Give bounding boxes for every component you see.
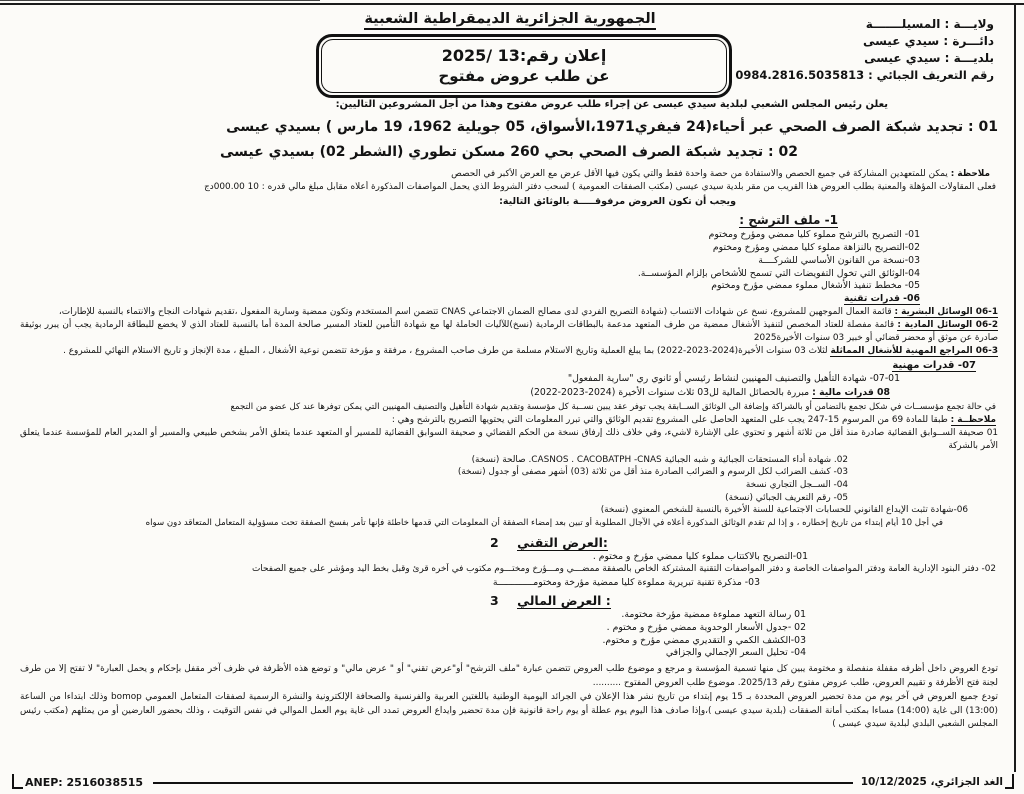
decree-note-line (20, 414, 998, 428)
candidacy-file-heading (20, 211, 998, 229)
technical-offer-number: 2 (490, 534, 499, 550)
financial-capacities-label: 08 قدرات مالية : (812, 387, 890, 399)
note-line-1-text: يمكن للمتعهدين المشاركة في جميع الحصص والاستفادة من حصة واحدة فقط والتي يكون فيها الأقل عرض مع العرض الأكبر في الحصص (451, 169, 948, 179)
tax-id-copy-line: 05- رقم التعريف الجبائي (نسخة) (725, 492, 848, 503)
project-2-line: 02 : تجديد شبكة الصرف الصحي بحي 260 مسكن تطوري (الشطر 02) بسيدي عيسى (220, 144, 798, 160)
note-label: ملاحظة : (950, 169, 990, 179)
commercial-register-line: 04- الســجل التجاري نسخة (745, 480, 848, 491)
anep-number: ANEP: 2516038515 (25, 776, 144, 789)
decree-note-text: طبقا للمادة 69 من المرسوم 15-247 يجب على المتعهد الحاصل على المشروع تقديم الوثائق والتي تبرر المعلومات التي يحتويها التصريح بالترشح وهي : (391, 414, 948, 425)
material-resources-label: 06-2 الوسائل المادية : (897, 319, 999, 330)
announcement-subject: عن طلب عروض مفتوح (438, 67, 610, 85)
material-resources-line (20, 319, 998, 345)
submission-paragraph: تودع جميع العروض في آخر يوم من مدة تحضير العروض المحددة بـ 15 يوم إبتداء من تاريخ نشر هذا الإعلان في الجرائد اليومية الوطنية باللغتين العربية والفرنسية والصحافة الإلكترونية والنشرة الرسمية لصفقات المتعامل العمومي bomop وذلك ابتداءا من الساعة (13:00) الى غاية (14:00) مساءا بمكتب أمانة الصفقات (بلدية سيدي عيسى )،وإذا صادف هذا اليوم يوم عطلة أو يوم راحة قانونية فإن مدة تحضير وايداع العروض تمدد الى غاية يوم العمل الموالي في نفس التوقيت ، وذلك بحضور العارضين أو من يمثلهم (مكتب رئيس المجلس الشعبي البلدي لبلدية سيدي عيسى ) (20, 691, 999, 730)
candidacy-item-2: 02-التصريح بالنزاهة مملوء كليا ممضي ومؤرخ ومختوم (712, 242, 920, 254)
financial-offer-item-2: 02 -جدول الأسعار الوحدوية ممضي مؤرخ و مختوم . (606, 622, 806, 634)
footer-right-corner (1005, 774, 1014, 789)
daira-line: دائـــرة : سيدي عيسى (862, 34, 994, 48)
technical-capacities-heading (20, 293, 998, 306)
judicial-record-line: 01 صحيفة الســوابق القضائية صادرة منذ أقل من ثلاثة أشهر و تحتوي على الإشارة لاشيء، وفي خلاف ذلك إرفاق نسخة من الحكم القضائي و صحيفة السوابق القضائية للمسير أو المتعهد عندما يتعلق الأمر بشخص طبيعي والمسير أو المدير العام للمؤسسة عندما يتعلق الأمر بالشركة (20, 428, 998, 452)
page-border-right (1014, 3, 1016, 772)
footer-left-corner (12, 774, 23, 789)
decree-note-label: ملاحظــة : (950, 414, 996, 425)
human-resources-text: قائمة العمال الموجهين للمشروع، نسخ عن شهادات الانتساب (شهادة التصريح الفردي لدى مصالح الضمان الاجتماعي CNAS تتضمن اسم المستخدم وتكون ممضية وسارية المفعول ،تقديم شهادات النجاح والانتماء بالنسبة للإطارات، (58, 306, 892, 317)
commune-line: بلديـــة : سيدي عيسى (864, 51, 994, 65)
note-line-3: ويجب أن تكون العروض مرفوقـــــة بالوثائق التالية: (499, 196, 736, 208)
material-resources-text: قائمة مفصلة للعتاد المخصص لتنفيذ الأشغال ممضية من طرف المتعهد مدعمة بالبطاقات الرمادية (نسخ)للآليات الحاملة لها مع شهادة التأمين للعتاد المسير صالحة المدة أما بالنسبة للعتاد الذي لا يخضع للبطاقة الرمادية يجب أن يبرر بوثيقة صادرة عن موثق أو محضر قضائي أو خبير 03 سنوات الأخيرة2025 (20, 319, 998, 344)
note-line-2: فعلى المقاولات المؤهلة والمعنية بطلب العروض هذا القريب من مقر بلدية سيدي عيسى (مكتب الصفقات العمومية ) لسحب دفتر الشروط الذي يحمل المواصفات المذكورة أعلاه مقابل مبلغ مالي قدره : 10 000.00دج (204, 182, 996, 193)
envelopes-paragraph: تودع العروض داخل أظرفه مقفلة منفصلة و مختومة يبين كل منها تسمية المؤسسة و مرجع و موضوع طلب العروض تتضمن عبارة "ملف الترشح" أو"عرض تقني" أو " عرض مالي" و توضع هذه الأظرفة في ظرف آخر مقفل بإحكام و يحمل العبارة" لا تفتح إلا من طرف لجنة فتح الأظرفة و تقييم العروض، طلب عروض مفتوح رقم 2025/13. موضوع طلب العروض المفتوح .......... (20, 664, 998, 688)
human-resources-label: 06-1 الوسائل البشرية : (894, 306, 998, 317)
technical-offer-item-1: 01-التصريح بالاكتتاب مملوء كليا ممضي مؤرخ و مختوم . (592, 550, 808, 562)
technical-offer-item-3: 03- مذكرة تقنية تبريرية مملوءة كليا ممضية مؤرخة ومختومـــــــــــــة (492, 576, 760, 588)
republic-title-text: الجمهورية الجزائرية الديمقراطية الشعبية (364, 11, 655, 30)
authority-block (735, 16, 994, 84)
tax-statement-line: 03- كشف الضرائب لكل الرسوم و الضرائب الصادرة منذ أقل من ثلاثة (03) أشهر مصفى أو جدول (نسخة) (457, 467, 848, 478)
financial-offer-item-4: 04- تحليل السعر الإجمالي والجزافي (665, 647, 806, 659)
financial-offer-item-3: 03-الكشف الكمي و التقديري ممضي مؤرخ و مختوم. (602, 634, 806, 646)
technical-offer-heading-text: العرض التقني: (517, 534, 608, 550)
professional-references-line (20, 345, 998, 358)
page-border-top-thin (0, 0, 320, 1)
professional-capacities-heading-text: 07- قدرات مهنية (892, 360, 976, 372)
accounts-deposit-line: 06-شهادة تثبت الإيداع القانوني للحسابات الاجتماعية للسنة الأخيرة بالنسبة للشخص المعنوي (نسخة) (600, 505, 968, 516)
announcement-box (316, 34, 732, 98)
tax-clearance-line: 02. شهادة أداء المستحقات الجبائية و شبه الجبائية CASNOS . CACOBATPH -CNAS. صالحة (نسخة) (471, 454, 848, 465)
page-border-top (0, 3, 1024, 5)
candidacy-item-4: 04-الوثائق التي تخول التفويضات التي تسمح للأشخاص بإلزام المؤسســة. (637, 267, 920, 279)
candidacy-item-3: 03-نسخة من القانون الأساسي للشركــــة (758, 254, 920, 266)
candidacy-item-1: 01- التصريح بالترشح مملوء كليا ممضي ومؤرخ ومختوم (708, 229, 920, 241)
financial-offer-item-1: 01 رسالة التعهد مملوءة ممضية مؤرخة مختومة. (621, 609, 806, 621)
tax-id-line: رقم التعريف الجبائي : 0984.2816.5035813 (735, 68, 994, 82)
journal-date: الغد الجزائري، 10/12/2025 (860, 776, 1003, 788)
technical-capacities-heading-text: 06- قدرات تقنية (843, 292, 920, 304)
qualification-certificate-line: 07-01- شهادة التأهيل والتصنيف المهنيين لنشاط رئيسي أو ثانوي ري "سارية المفعول" (567, 373, 900, 385)
technical-offer-heading (20, 534, 998, 551)
intro-line: يعلن رئيس المجلس الشعبي لبلدية سيدي عيسى عن إجراء طلب عروض مفتوح وهذا من أجل المشروعين التاليين: (335, 99, 888, 110)
note-line-1 (20, 168, 998, 181)
financial-offer-heading-text: العرض المالي : (517, 593, 611, 609)
financial-capacities-text: مبررة بالحصائل المالية لل03 ثلاث سنوات الأخيرة (2024-2023-2022) (530, 387, 810, 399)
human-resources-line (20, 306, 998, 319)
financial-offer-number: 3 (490, 593, 499, 609)
financial-offer-heading (20, 592, 998, 609)
technical-offer-item-2: 02- دفتر البنود الإدارية العامة ودفتر المواصفات الخاصة و دفتر المواصفات التقنية المشتركة الخاص بالصفقة ممضـــي ومـــؤرخ ومختـــوم مكتوب في آخره قرئ وقبل بخط اليد ومؤشر على جميع الصفحات (251, 564, 996, 575)
page-footer (12, 774, 1014, 789)
professional-references-label: 06-3 المراجع المهنية للأشغال المماثلة (830, 346, 998, 357)
project-1-line: 01 : تجديد شبكة الصرف الصحي عبر أحياء(24 فيفري1971،الأسواق، 05 جويلية 1962، 19 مارس ) بسيدي عيسى (226, 119, 998, 135)
footer-divider-line (153, 782, 853, 784)
candidacy-file-heading-text: 1- ملف الترشح : (739, 213, 838, 228)
professional-capacities-heading (20, 359, 998, 373)
grouping-paragraph: في حالة تجمع مؤسســات في شكل تجمع بالتضامن أو بالشراكة وإضافة الى الوثائق الســابقة يجب توفر عقد يبين نســبة كل مؤسسة وتقديم شهادة التأهيل والتصنيف المهنيين التي يمكن توفرها عند كل عضو من التجمع (230, 401, 996, 412)
financial-capacities-line (20, 386, 998, 400)
wilaya-line: ولايـــة : المسيلـــــــة (865, 17, 994, 31)
candidacy-item-5: 05- مخطط تنفيذ الأشغال مملوء ممضي مؤرخ ومختوم (711, 280, 920, 292)
announcement-body (20, 97, 998, 732)
republic-title (305, 8, 715, 27)
announcement-number: إعلان رقم:13 /2025 (441, 46, 607, 65)
announcement-box-inner (321, 39, 727, 93)
professional-references-text: لثلاث 03 سنوات الأخيرة(2024-2023-2022) بما يبلغ العملية وتاريخ الاستلام مسلمة من طرف صاحب المشروع ، مرفقة و مؤرخة تتضمن نوعية الأشغال ، المبلغ ، مدة الإنجاز و تاريخ الاستلام النهائي للمشروع . (63, 346, 828, 357)
deadline-paragraph: في أجل 10 أيام إبتداء من تاريخ إخطاره ، و إذا لم تقدم الوثائق المذكورة أعلاه في الآجال المطلوبة أو تبين بعد إمضاء الصفقة أن المعلومات التي قدمها خاطئة فإنها تأمر بفسخ الصفقة تحت مسؤولية المتعامل المتعاقد دون سواه (145, 518, 943, 529)
